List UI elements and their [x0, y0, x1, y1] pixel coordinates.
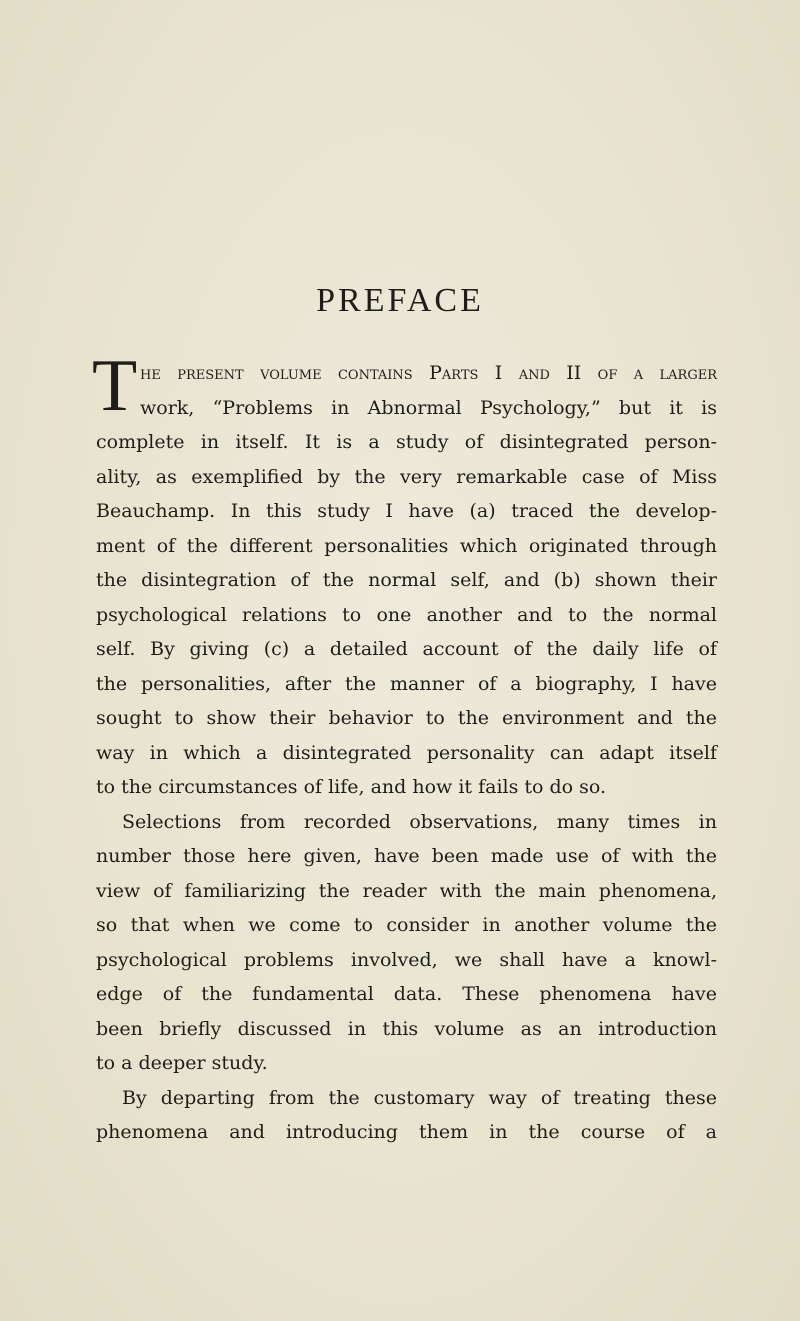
text-line: self. By giving (c) a detailed account of the daily life of: [96, 638, 717, 660]
text-line: way in which a disintegrated personality can adapt itself: [96, 741, 717, 764]
text-line: By departing from the customary way of treating these: [122, 1086, 717, 1109]
text-line: view of familiarizing the reader with the main phenomena,: [96, 879, 717, 902]
text-line: complete in itself. It is a study of disintegrated person-: [96, 431, 717, 453]
text-line: number those here given, have been made use of with the: [96, 845, 717, 867]
text-line: so that when we come to consider in another volume the: [96, 914, 717, 936]
page-title: PREFACE: [316, 282, 484, 319]
preface-body: [92, 345, 717, 1150]
text-line: ality, as exemplified by the very remarkable case of Miss: [96, 465, 717, 488]
paragraph-1: [92, 345, 717, 805]
text-line: ment of the different personalities which originated through: [96, 534, 717, 557]
text-line: work, “Problems in Abnormal Psychology,” but it is: [140, 396, 717, 419]
text-line: Selections from recorded observations, many times in: [122, 810, 717, 833]
text-line: T he present volume contains Parts I and II of a larger: [92, 345, 717, 427]
text-line: been briefly discussed in this volume as an introduction: [96, 1017, 717, 1040]
text-line: to a deeper study.: [96, 1052, 268, 1074]
text-line: Beauchamp. In this study I have (a) traced the develop-: [96, 500, 717, 522]
paragraph-2: [96, 805, 717, 1081]
text-line: the disintegration of the normal self, and (b) shown their: [96, 569, 717, 591]
text-line: to the circumstances of life, and how it fails to do so.: [96, 776, 607, 798]
text-line: the personalities, after the manner of a biography, I have: [96, 672, 717, 695]
paragraph-3: [96, 1081, 717, 1150]
text-line: psychological relations to one another and to the normal: [96, 603, 717, 626]
text-line: edge of the fundamental data. These phenomena have: [96, 983, 717, 1005]
drop-cap: T: [92, 345, 138, 427]
text-line: psychological problems involved, we shall have a knowl-: [96, 948, 717, 971]
text-line: sought to show their behavior to the environment and the: [96, 707, 717, 729]
text-line: phenomena and introducing them in the course of a: [96, 1121, 717, 1143]
